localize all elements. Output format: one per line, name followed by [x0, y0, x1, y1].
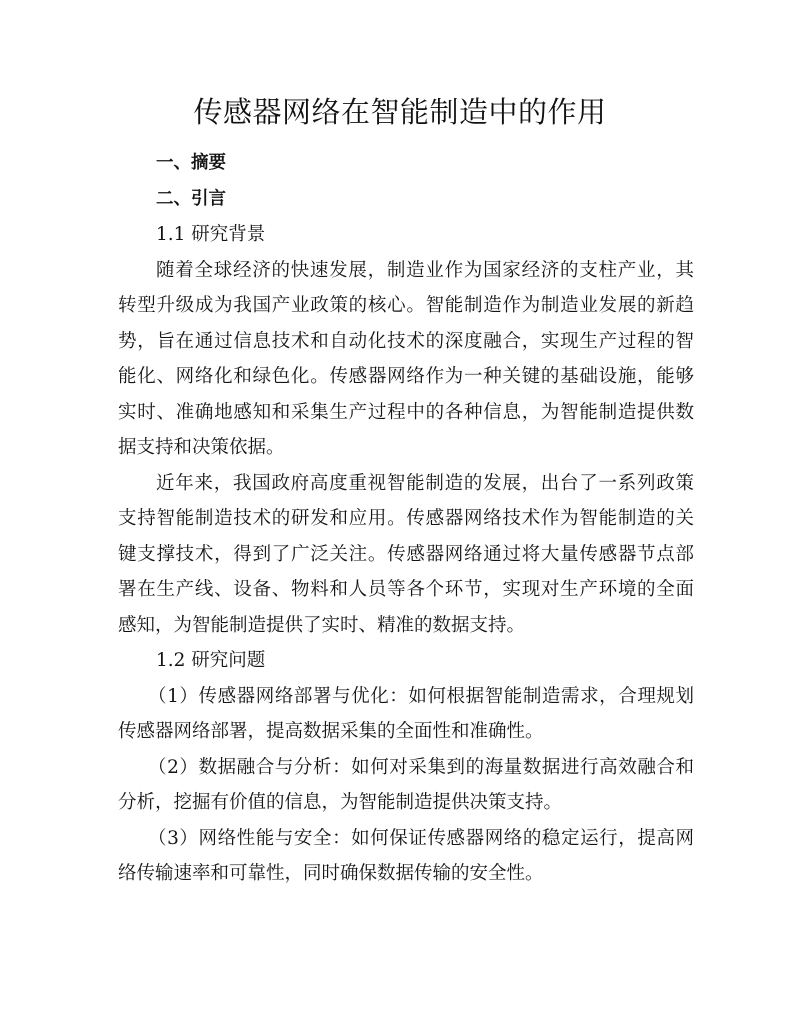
section-abstract-heading: 一、摘要	[156, 153, 226, 173]
question-2	[118, 750, 694, 821]
paragraph-line: （3）网络性能与安全：如何保证传感器网络的稳定运行，提高网	[148, 827, 694, 849]
paragraph-line: 署在生产线、设备、物料和人员等各个环节，实现对生产环境的全面	[118, 579, 694, 600]
paragraph-line: 支持智能制造技术的研发和应用。传感器网络技术作为智能制造的关	[118, 508, 694, 529]
background-paragraph-2	[118, 466, 694, 644]
paragraph-line: 分析，挖掘有价值的信息，为智能制造提供决策支持。	[118, 792, 563, 813]
paragraph-line: 近年来，我国政府高度重视智能制造的发展，出台了一系列政策	[156, 472, 694, 494]
paragraph-line: 势，旨在通过信息技术和自动化技术的深度融合，实现生产过程的智	[118, 330, 694, 352]
section-intro-heading: 二、引言	[156, 188, 226, 209]
questions-heading: 1.2 研究问题	[156, 650, 266, 671]
paragraph-line: 实时、准确地感知和采集生产过程中的各种信息，为智能制造提供数	[118, 401, 694, 423]
document-title: 传感器网络在智能制造中的作用	[193, 95, 607, 129]
question-3	[118, 821, 694, 892]
background-paragraph-1	[118, 253, 694, 466]
paragraph-line: （2）数据融合与分析：如何对采集到的海量数据进行高效融合和	[148, 756, 694, 778]
paragraph-line: （1）传感器网络部署与优化：如何根据智能制造需求，合理规划	[148, 685, 694, 707]
paragraph-line: 转型升级成为我国产业政策的核心。智能制造作为制造业发展的新趋	[118, 295, 694, 316]
paragraph-line: 据支持和决策依据。	[118, 437, 285, 458]
paragraph-line: 络传输速率和可靠性，同时确保数据传输的安全性。	[118, 863, 544, 884]
paragraph-line: 键支撑技术，得到了广泛关注。传感器网络通过将大量传感器节点部	[118, 543, 694, 565]
question-1	[118, 679, 694, 750]
background-heading: 1.1 研究背景	[156, 224, 266, 245]
paragraph-line: 传感器网络部署，提高数据采集的全面性和准确性。	[118, 721, 544, 742]
body-text	[118, 146, 694, 892]
paragraph-line: 感知，为智能制造提供了实时、精准的数据支持。	[118, 614, 526, 636]
paragraph-line: 随着全球经济的快速发展，制造业作为国家经济的支柱产业，其	[156, 259, 694, 281]
paragraph-line: 能化、网络化和绿色化。传感器网络作为一种关键的基础设施，能够	[118, 366, 694, 387]
